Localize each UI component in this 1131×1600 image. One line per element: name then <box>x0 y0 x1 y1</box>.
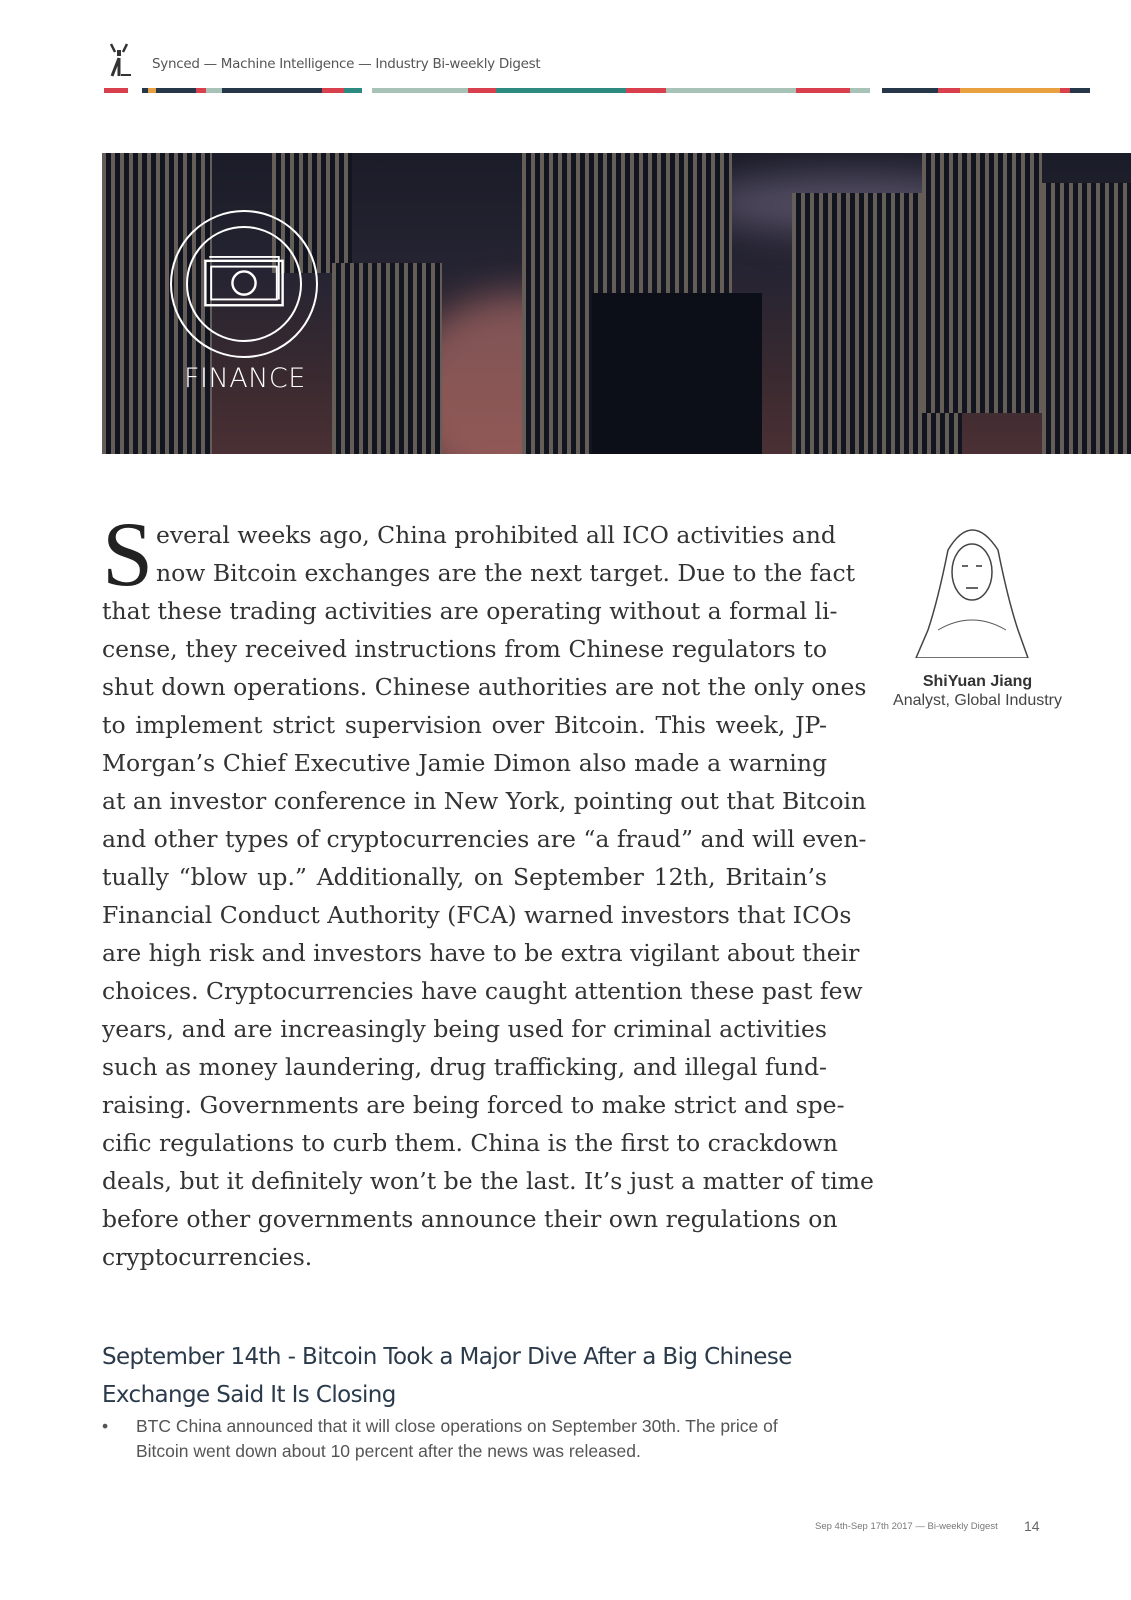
article-line: choices. Cryptocurrencies have caught attention these past few <box>102 977 863 1005</box>
article-line: Financial Conduct Authority (FCA) warned investors that ICOs <box>102 901 852 929</box>
article-line: tually “blow up.” Additionally, on September 12th, Britain’s <box>102 863 827 891</box>
category-label: FINANCE <box>184 363 306 394</box>
article-line: years, and are increasingly being used for criminal activities <box>102 1015 827 1043</box>
footer-text: Sep 4th-Sep 17th 2017 — Bi-weekly Digest <box>815 1521 998 1532</box>
article-line: are high risk and investors have to be extra vigilant about their <box>102 939 860 967</box>
bullet-text: BTC China announced that it will close operations on September 30th. The price of Bitcoin went down about 10 percent after the news was released. <box>136 1416 778 1461</box>
header-color-stripe <box>104 88 1131 93</box>
money-bill-icon <box>188 228 300 340</box>
author-portrait <box>908 510 1036 658</box>
news-bullet <box>102 1414 822 1464</box>
city-night-banner-image <box>102 153 1131 454</box>
finance-badge <box>170 210 318 358</box>
article-line: Morgan’s Chief Executive Jamie Dimon also made a warning <box>102 749 827 777</box>
article-line: that these trading activities are operating without a formal li- <box>102 597 838 625</box>
article-line: cense, they received instructions from Chinese regulators to <box>102 635 827 663</box>
article-line: cific regulations to curb them. China is the first to crackdown <box>102 1129 838 1157</box>
bullet-marker: • <box>102 1416 109 1436</box>
header-title: Synced — Machine Intelligence — Industry Bi-weekly Digest <box>152 56 541 72</box>
article-body <box>102 503 874 1276</box>
article-line: at an investor conference in New York, pointing out that Bitcoin <box>102 787 867 815</box>
article-line: such as money laundering, drug trafficking, and illegal fund- <box>102 1053 827 1081</box>
article-line: cryptocurrencies. <box>102 1243 313 1271</box>
page-number: 14 <box>1024 1518 1040 1534</box>
synced-logo-icon <box>106 42 132 78</box>
article-line: before other governments announce their own regulations on <box>102 1205 838 1233</box>
article-line: raising. Governments are being forced to make strict and spe- <box>102 1091 845 1119</box>
article-line: shut down operations. Chinese authorities are not the only ones <box>102 673 867 701</box>
article-line: and other types of cryptocurrencies are “a fraud” and will even- <box>102 825 867 853</box>
article-line: now Bitcoin exchanges are the next target. Due to the fact <box>156 559 856 587</box>
article-line: deals, but it definitely won’t be the last. It’s just a matter of time <box>102 1167 874 1195</box>
author-role: Analyst, Global Industry <box>893 692 1062 709</box>
article-line: to implement strict supervision over Bitcoin. This week, JP- <box>102 711 827 739</box>
author-name: ShiYuan Jiang <box>922 673 1033 690</box>
news-heading: September 14th - Bitcoin Took a Major Dive After a Big Chinese Exchange Said It Is Closing <box>102 1344 792 1408</box>
drop-cap: S <box>102 503 154 605</box>
article-line: everal weeks ago, China prohibited all ICO activities and <box>156 521 836 549</box>
